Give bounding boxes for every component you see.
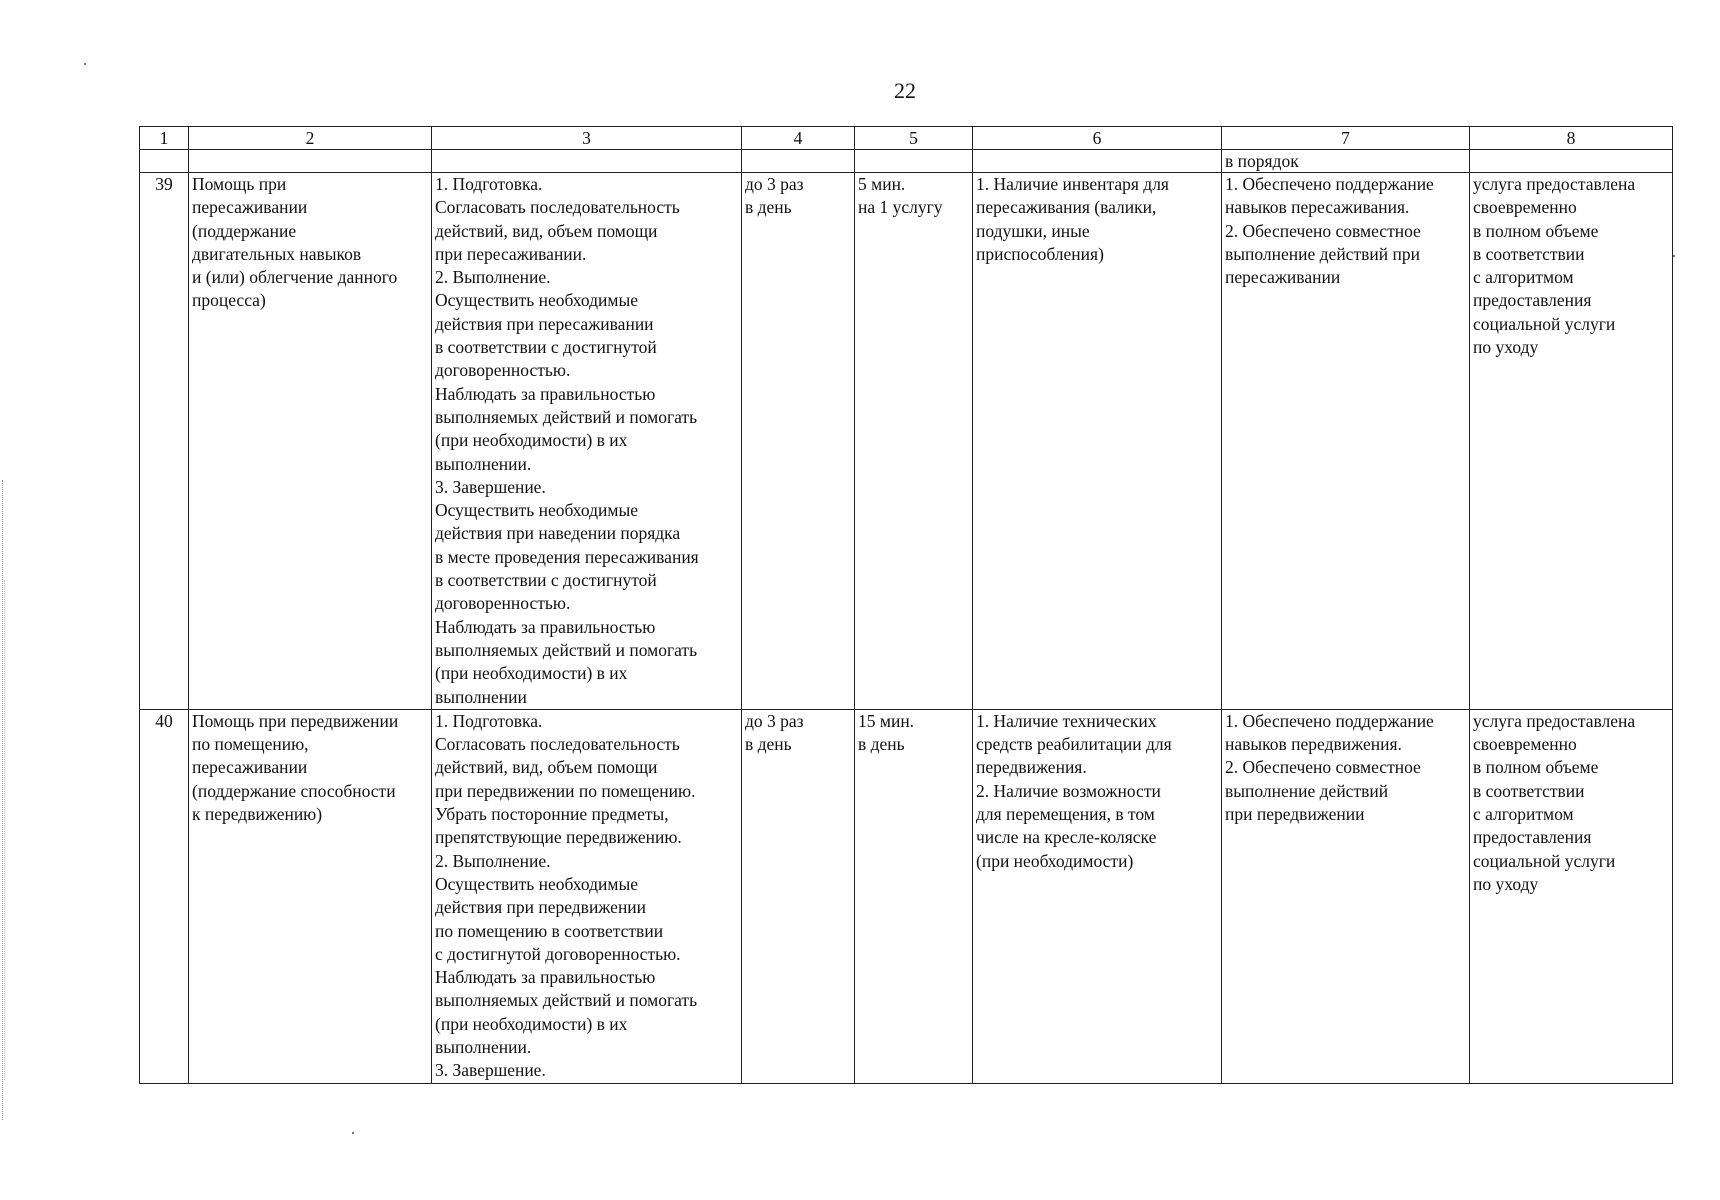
table-row [140,709,1673,1083]
continuation-cell [973,150,1222,173]
service-name: Помощь при передвижении по помещению, пересаживании (поддержание способности к передвижению) [189,709,432,1083]
scan-speck [84,63,86,65]
column-number-cell: 3 [432,127,742,150]
page-number: 22 [894,78,916,103]
service-duration: 5 мин. на 1 услугу [855,173,973,710]
scan-speck [352,1132,354,1134]
column-number-cell: 5 [855,127,973,150]
continuation-cell [140,150,189,173]
service-conditions: 1. Наличие инвентаря для пересаживания (валики, подушки, иные приспособления) [973,173,1222,710]
scan-edge-marks [4,580,6,1080]
service-procedure: 1. Подготовка. Согласовать последовательность действий, вид, объем помощи при передвижении по помещению. Убрать посторонние предметы, препятствующие передвижению. 2. Выполнение. Осуществить необходимые действия при передвижении по помещению в соответствии с достигнутой договоренностью. Наблюдать за правильностью выполняемых действий и помогать (при необходимости) в их выполнении. 3. Завершение. [432,709,742,1083]
row-number: 40 [140,709,189,1083]
service-procedure: 1. Подготовка. Согласовать последовательность действий, вид, объем помощи при пересаживании. 2. Выполнение. Осуществить необходимые действия при пересаживании в соответствии с достигнутой договоренностью. Наблюдать за правильностью выполняемых действий и помогать (при необходимости) в их выполнении. 3. Завершение. Осуществить необходимые действия при наведении порядка в месте проведения пересаживания в соответствии с достигнутой договоренностью. Наблюдать за правильностью выполняемых действий и помогать (при необходимости) в их выполнении [432,173,742,710]
service-conditions: 1. Наличие технических средств реабилитации для передвижения. 2. Наличие возможности для перемещения, в том числе на кресле-коляске (при необходимости) [973,709,1222,1083]
continuation-row [140,150,1673,173]
service-name: Помощь при пересаживании (поддержание двигательных навыков и (или) облегчение данного процесса) [189,173,432,710]
continuation-cell [742,150,855,173]
service-duration: 15 мин. в день [855,709,973,1083]
service-evaluation: услуга предоставлена своевременно в полном объеме в соответствии с алгоритмом предоставления социальной услуги по уходу [1470,173,1673,710]
continuation-cell [1470,150,1673,173]
column-number-cell: 8 [1470,127,1673,150]
column-number-cell: 2 [189,127,432,150]
services-table [139,126,1673,1084]
column-number-cell: 6 [973,127,1222,150]
service-frequency: до 3 раз в день [742,709,855,1083]
column-number-cell: 4 [742,127,855,150]
scan-speck [1673,255,1675,257]
continuation-cell [855,150,973,173]
table-row [140,173,1673,710]
service-result: 1. Обеспечено поддержание навыков передвижения. 2. Обеспечено совместное выполнение действий при передвижении [1222,709,1470,1083]
service-frequency: до 3 раз в день [742,173,855,710]
row-number: 39 [140,173,189,710]
column-number-row [140,127,1673,150]
column-number-cell: 1 [140,127,189,150]
continuation-result-cell: в порядок [1222,150,1470,173]
service-evaluation: услуга предоставлена своевременно в полном объеме в соответствии с алгоритмом предоставления социальной услуги по уходу [1470,709,1673,1083]
service-result: 1. Обеспечено поддержание навыков пересаживания. 2. Обеспечено совместное выполнение действий при пересаживании [1222,173,1470,710]
column-number-cell: 7 [1222,127,1470,150]
continuation-cell [189,150,432,173]
continuation-cell [432,150,742,173]
